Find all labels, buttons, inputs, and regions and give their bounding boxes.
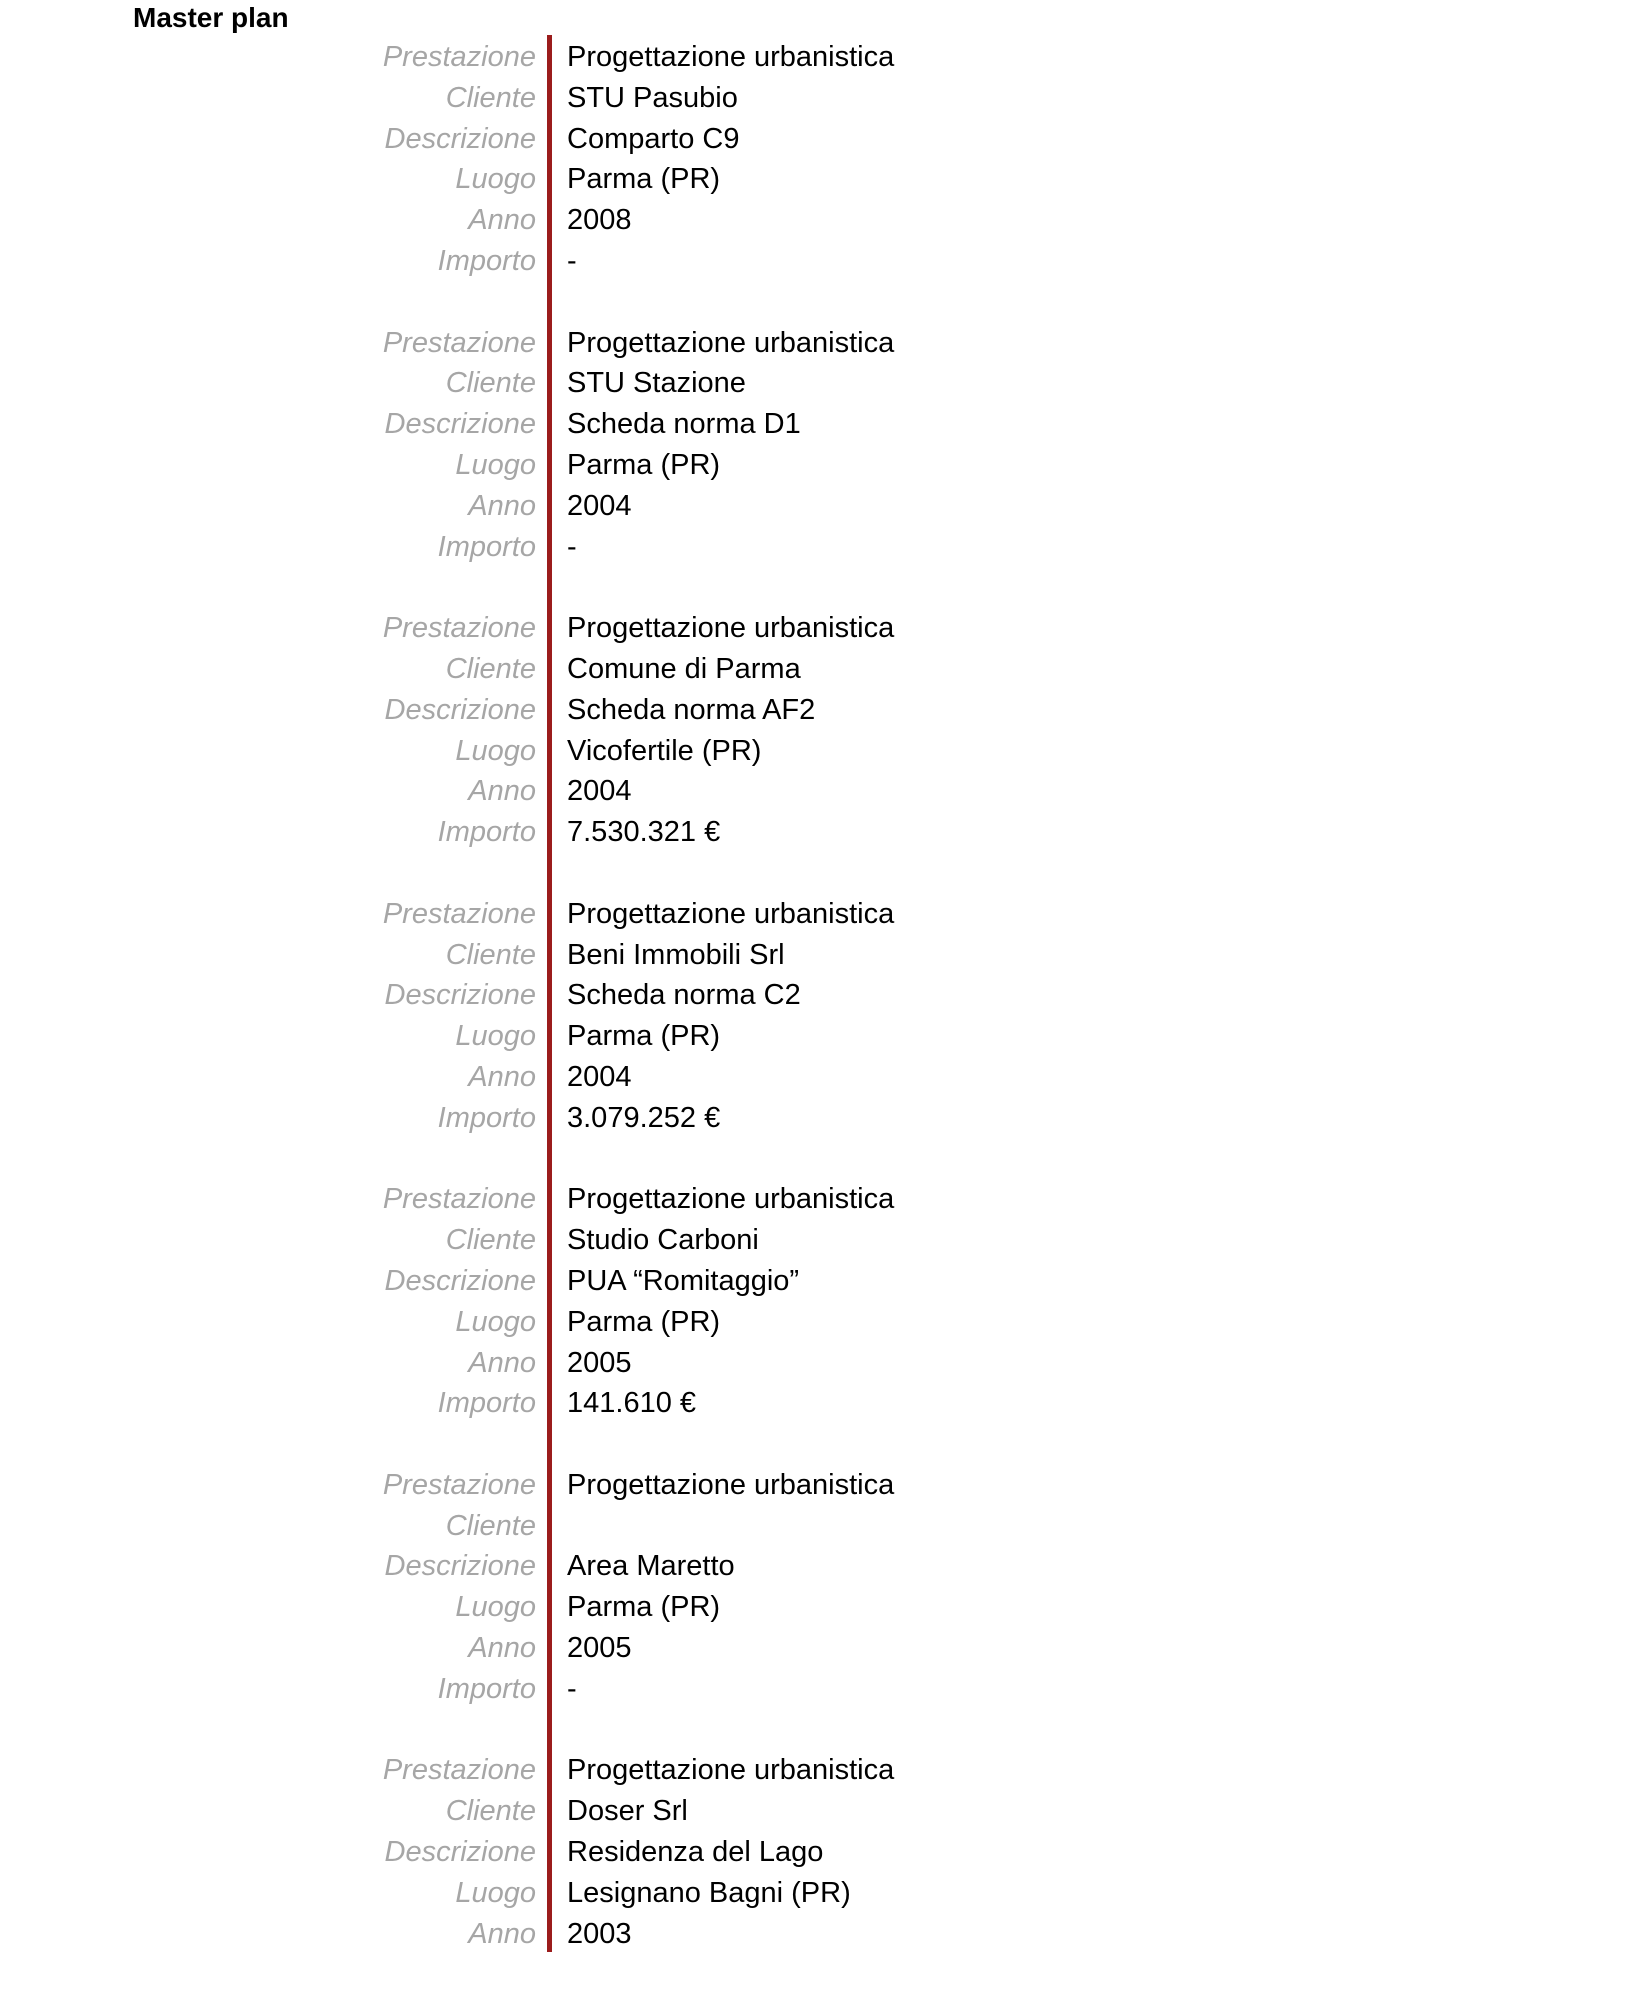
field-label-place: Luogo [455, 1591, 536, 1624]
field-value-place: Parma (PR) [567, 1020, 721, 1053]
field-value-description: PUA “Romitaggio” [567, 1264, 800, 1297]
field-value-year: 2005 [567, 1346, 632, 1379]
field-label-service: Prestazione [382, 41, 536, 73]
field-row-description [0, 119, 1645, 160]
project-entry [0, 608, 1645, 853]
field-row-amount [0, 1669, 1645, 1710]
field-row-description [0, 1261, 1645, 1302]
field-row-year [0, 1343, 1645, 1384]
field-row-service [0, 608, 1645, 649]
field-value-amount: - [567, 244, 577, 277]
field-label-client: Cliente [445, 367, 536, 400]
field-label-description: Descrizione [384, 693, 536, 726]
field-row-client [0, 363, 1645, 404]
field-label-year: Anno [468, 775, 536, 808]
field-value-description: Comparto C9 [567, 122, 740, 155]
field-row-place [0, 159, 1645, 200]
field-label-place: Luogo [455, 1020, 536, 1053]
field-value-year: 2008 [567, 204, 632, 237]
field-value-year: 2004 [567, 1060, 632, 1093]
field-row-service [0, 1750, 1645, 1791]
field-label-description: Descrizione [384, 122, 536, 155]
field-label-year: Anno [468, 1346, 536, 1379]
field-row-amount [0, 1098, 1645, 1139]
project-list [0, 37, 1645, 1995]
field-label-amount: Importo [437, 1672, 536, 1705]
field-label-client: Cliente [445, 81, 536, 114]
field-label-year: Anno [468, 489, 536, 522]
field-label-service: Prestazione [382, 1754, 536, 1787]
field-value-amount: 7.530.321 € [567, 816, 721, 849]
page-title: Master plan [133, 2, 289, 33]
field-value-amount: - [567, 1672, 577, 1705]
field-label-client: Cliente [445, 938, 536, 971]
field-row-client [0, 1791, 1645, 1832]
field-label-service: Prestazione [382, 897, 536, 930]
field-value-description: Scheda norma AF2 [567, 693, 816, 726]
field-row-place [0, 1873, 1645, 1914]
field-row-year [0, 1914, 1645, 1955]
field-row-service [0, 323, 1645, 364]
field-label-place: Luogo [455, 163, 536, 196]
project-entry [0, 37, 1645, 282]
field-row-amount [0, 527, 1645, 568]
project-entry [0, 894, 1645, 1139]
field-label-amount: Importo [437, 816, 536, 849]
field-row-amount [0, 812, 1645, 853]
field-row-service [0, 1179, 1645, 1220]
field-value-client: STU Pasubio [567, 81, 738, 114]
field-label-place: Luogo [455, 1305, 536, 1338]
field-value-place: Lesignano Bagni (PR) [567, 1876, 851, 1909]
field-value-year: 2003 [567, 1917, 632, 1950]
field-row-year [0, 200, 1645, 241]
field-row-place [0, 1302, 1645, 1343]
field-row-description [0, 690, 1645, 731]
field-row-client [0, 1220, 1645, 1261]
field-value-client: Comune di Parma [567, 652, 801, 685]
field-label-client: Cliente [445, 1509, 536, 1542]
field-row-description [0, 975, 1645, 1016]
field-value-amount: 3.079.252 € [567, 1101, 721, 1134]
field-row-year [0, 1057, 1645, 1098]
field-label-description: Descrizione [384, 1836, 536, 1869]
field-value-service: Progettazione urbanistica [567, 41, 895, 73]
field-label-amount: Importo [437, 530, 536, 563]
field-label-service: Prestazione [382, 1183, 536, 1216]
field-label-place: Luogo [455, 448, 536, 481]
field-value-amount: 141.610 € [567, 1387, 697, 1420]
field-row-client [0, 1506, 1645, 1547]
field-row-amount [0, 241, 1645, 282]
field-label-description: Descrizione [384, 979, 536, 1012]
field-label-client: Cliente [445, 1224, 536, 1257]
field-label-year: Anno [468, 1060, 536, 1093]
project-entry [0, 323, 1645, 568]
project-entry [0, 1465, 1645, 1710]
field-value-client: Beni Immobili Srl [567, 938, 785, 971]
field-row-year [0, 486, 1645, 527]
field-row-year [0, 771, 1645, 812]
field-label-service: Prestazione [382, 326, 536, 359]
field-label-service: Prestazione [382, 612, 536, 645]
field-label-description: Descrizione [384, 1550, 536, 1583]
field-value-service: Progettazione urbanistica [567, 897, 895, 930]
field-value-year: 2005 [567, 1632, 632, 1665]
field-row-year [0, 1628, 1645, 1669]
field-value-client: Doser Srl [567, 1795, 688, 1828]
field-value-service: Progettazione urbanistica [567, 1183, 895, 1216]
field-row-place [0, 445, 1645, 486]
field-value-description: Area Maretto [567, 1550, 735, 1583]
field-value-year: 2004 [567, 489, 632, 522]
field-row-service [0, 894, 1645, 935]
field-value-description: Residenza del Lago [567, 1836, 824, 1869]
field-label-client: Cliente [445, 652, 536, 685]
field-value-client: STU Stazione [567, 367, 746, 400]
field-label-amount: Importo [437, 1387, 536, 1420]
field-value-amount: - [567, 530, 577, 563]
field-row-client [0, 78, 1645, 119]
field-row-description [0, 1832, 1645, 1873]
field-value-place: Parma (PR) [567, 1591, 721, 1624]
field-row-amount [0, 1383, 1645, 1424]
field-label-amount: Importo [437, 244, 536, 277]
field-value-service: Progettazione urbanistica [567, 1754, 895, 1787]
field-label-description: Descrizione [384, 408, 536, 441]
field-label-amount: Importo [437, 1101, 536, 1134]
field-value-client: Studio Carboni [567, 1224, 759, 1257]
field-row-place [0, 1587, 1645, 1628]
field-row-place [0, 1016, 1645, 1057]
field-row-service [0, 1465, 1645, 1506]
field-value-service: Progettazione urbanistica [567, 1468, 895, 1501]
field-row-client [0, 649, 1645, 690]
field-value-place: Parma (PR) [567, 448, 721, 481]
project-entry [0, 1750, 1645, 1954]
field-row-description [0, 404, 1645, 445]
field-label-description: Descrizione [384, 1264, 536, 1297]
field-label-year: Anno [468, 1917, 536, 1950]
field-label-year: Anno [468, 204, 536, 237]
field-value-year: 2004 [567, 775, 632, 808]
field-value-description: Scheda norma D1 [567, 408, 801, 441]
field-value-place: Parma (PR) [567, 1305, 721, 1338]
field-row-service [0, 37, 1645, 78]
field-label-place: Luogo [455, 1876, 536, 1909]
field-label-place: Luogo [455, 734, 536, 767]
field-value-service: Progettazione urbanistica [567, 326, 895, 359]
field-value-description: Scheda norma C2 [567, 979, 801, 1012]
field-row-description [0, 1546, 1645, 1587]
field-value-service: Progettazione urbanistica [567, 612, 895, 645]
field-value-place: Vicofertile (PR) [567, 734, 762, 767]
project-entry [0, 1179, 1645, 1424]
field-label-service: Prestazione [382, 1468, 536, 1501]
field-row-place [0, 731, 1645, 772]
field-label-year: Anno [468, 1632, 536, 1665]
field-row-client [0, 935, 1645, 976]
field-value-place: Parma (PR) [567, 163, 721, 196]
field-label-client: Cliente [445, 1795, 536, 1828]
